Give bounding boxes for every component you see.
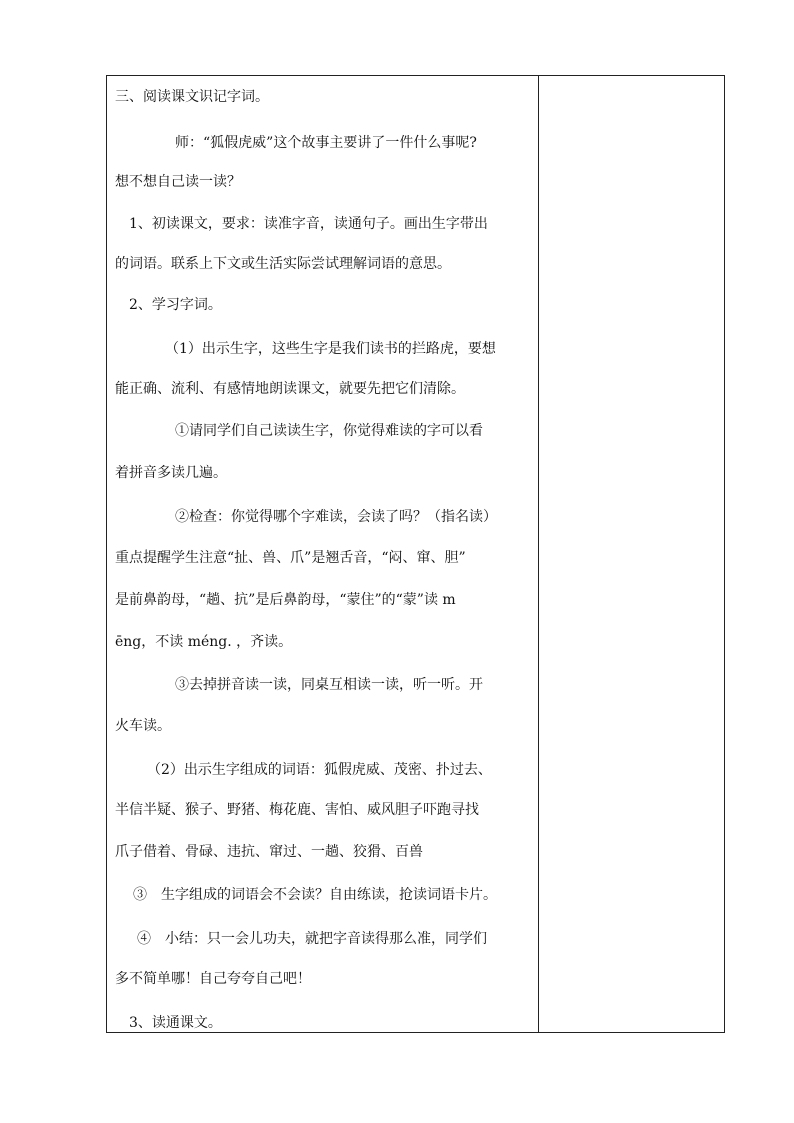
text-line: （2）出示生字组成的词语：狐假虎威、茂密、扑过去、 (147, 762, 492, 778)
text-line: ①请同学们自己读读生字，你觉得难读的字可以看 (175, 423, 483, 439)
text-line: 3、读通课文。 (129, 1015, 222, 1031)
text-line: 半信半疑、猴子、野猪、梅花鹿、害怕、威风胆子吓跑寻找 (115, 802, 479, 818)
lesson-table (106, 75, 725, 1033)
notes-cell (539, 76, 724, 1032)
text-line: 师：“狐假虎威”这个故事主要讲了一件什么事呢? (175, 135, 477, 151)
text-line: 多不简单哪！自己夸夸自己吧！ (115, 971, 311, 987)
lesson-content-cell (107, 76, 538, 1032)
text-line: 1、初读课文，要求：读准字音，读通句子。画出生字带出 (129, 216, 488, 232)
text-line: 2、学习字词。 (129, 297, 222, 313)
text-line: 想不想自己读一读？ (115, 174, 241, 190)
text-line: 能正确、流利、有感情地朗读课文，就要先把它们清除。 (115, 381, 465, 397)
text-line: （1）出示生字，这些生字是我们读书的拦路虎，要想 (165, 341, 496, 357)
text-line: 火车读。 (115, 718, 171, 734)
text-line: ③ 生字组成的词语会不会读？自由练读，抢读词语卡片。 (133, 887, 497, 903)
text-line: ③去掉拼音读一读，同桌互相读一读，听一听。开 (175, 677, 483, 693)
text-line: 三、阅读课文识记字词。 (115, 89, 269, 105)
text-line: 是前鼻韵母，“趟、抗”是后鼻韵母，“蒙住”的“蒙”读 m (115, 592, 456, 608)
text-line: 着拼音多读几遍。 (115, 465, 227, 481)
text-line: ②检查：你觉得哪个字难读，会读了吗？（指名读） (175, 509, 497, 525)
text-line: 爪子借着、骨碌、违抗、窜过、一趟、狡猾、百兽 (115, 844, 423, 860)
text-line: ④ 小结：只一会儿功夫，就把字音读得那么准，同学们 (137, 931, 487, 947)
text-line: 的词语。联系上下文或生活实际尝试理解词语的意思。 (115, 256, 451, 272)
text-line: ēng，不读 méng. ，齐读。 (115, 634, 293, 650)
text-line: 重点提醒学生注意“扯、兽、爪”是翘舌音，“闷、窜、胆” (115, 550, 466, 566)
